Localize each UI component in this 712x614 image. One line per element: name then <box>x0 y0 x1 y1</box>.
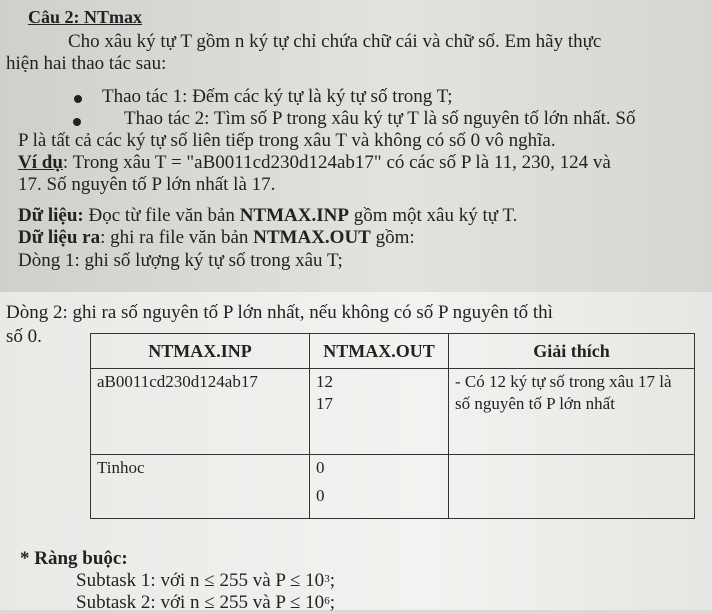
example-line-2: 17. Số nguyên tố P lớn nhất là 17. <box>18 174 276 195</box>
intro-line-1: Cho xâu ký tự T gồm n ký tự chỉ chứa chữ cái và chữ số. Em hãy thực <box>68 31 602 52</box>
output-line-1: Dòng 1: ghi số lượng ký tự số trong xâu T; <box>18 250 343 271</box>
output-tail: gồm: <box>370 227 415 248</box>
output-line-2: Dòng 2: ghi ra số nguyên tố P lớn nhất, nếu không có số P nguyên tố thì <box>6 302 553 323</box>
output-file: NTMAX.OUT <box>253 227 371 248</box>
example-table <box>90 333 695 519</box>
constraints-label: * Ràng buộc: <box>20 548 128 569</box>
header-explain: Giải thích <box>449 334 695 369</box>
cell-inp: aB0011cd230d124ab17 <box>91 369 310 455</box>
cell-note <box>449 455 695 519</box>
operation-2-line-2: P là tất cả các ký tự số liên tiếp trong xâu T và không có số 0 vô nghĩa. <box>18 130 556 151</box>
input-file: NTMAX.INP <box>239 205 349 226</box>
header-inp: NTMAX.INP <box>91 334 310 369</box>
bullet-icon <box>74 95 82 103</box>
cell-out <box>310 455 449 519</box>
subtask-1-exp: 3 <box>324 573 330 585</box>
table-row <box>91 455 695 519</box>
question-title: Câu 2: NTmax <box>28 7 143 27</box>
subtask-2-text: Subtask 2: với n ≤ 255 và P ≤ 10 <box>76 592 325 613</box>
subtask-2-exp: 6 <box>324 595 330 607</box>
cell-out <box>310 369 449 455</box>
output-line-2-cont: số 0. <box>6 326 42 347</box>
out-line-2: 17 <box>316 394 333 413</box>
example-line-1 <box>18 152 611 174</box>
operation-2-line-1: Thao tác 2: Tìm số P trong xâu ký tự T là số nguyên tố lớn nhất. Số <box>124 108 636 129</box>
bullet-icon <box>73 118 81 126</box>
input-spec <box>18 205 517 227</box>
header-out: NTMAX.OUT <box>310 334 449 369</box>
table-row <box>91 369 695 455</box>
table-header-row <box>91 334 695 369</box>
operation-1: Thao tác 1: Đếm các ký tự là ký tự số trong T; <box>102 86 453 107</box>
subtask-2: Subtask 2: với n ≤ 255 và $P \le 10^6$; <box>76 592 335 613</box>
output-text: : ghi ra file văn bản <box>100 227 254 248</box>
output-label: Dữ liệu ra <box>18 227 101 248</box>
intro-line-2: hiện hai thao tác sau: <box>6 53 167 74</box>
output-spec <box>18 227 415 249</box>
example-text: : Trong xâu T = "aB0011cd230d124ab17" có các số P là 11, 230, 124 và <box>62 152 611 173</box>
out-line-1: 12 <box>316 372 333 391</box>
cell-inp: Tinhoc <box>91 455 310 519</box>
cell-note: - Có 12 ký tự số trong xâu 17 là số nguyên tố P lớn nhất <box>449 369 695 455</box>
out-line-2: 0 <box>316 486 325 505</box>
input-tail: gồm một xâu ký tự T. <box>348 205 518 226</box>
subtask-1: Subtask 1: với n ≤ 255 và $P \le 10^3$; <box>76 570 335 591</box>
out-line-1: 0 <box>316 458 325 477</box>
subtask-1-text: Subtask 1: với n ≤ 255 và P ≤ 10 <box>76 570 325 591</box>
input-text: Đọc từ file văn bản <box>83 205 240 226</box>
example-label: Ví dụ <box>18 152 63 173</box>
input-label: Dữ liệu: <box>18 205 84 226</box>
